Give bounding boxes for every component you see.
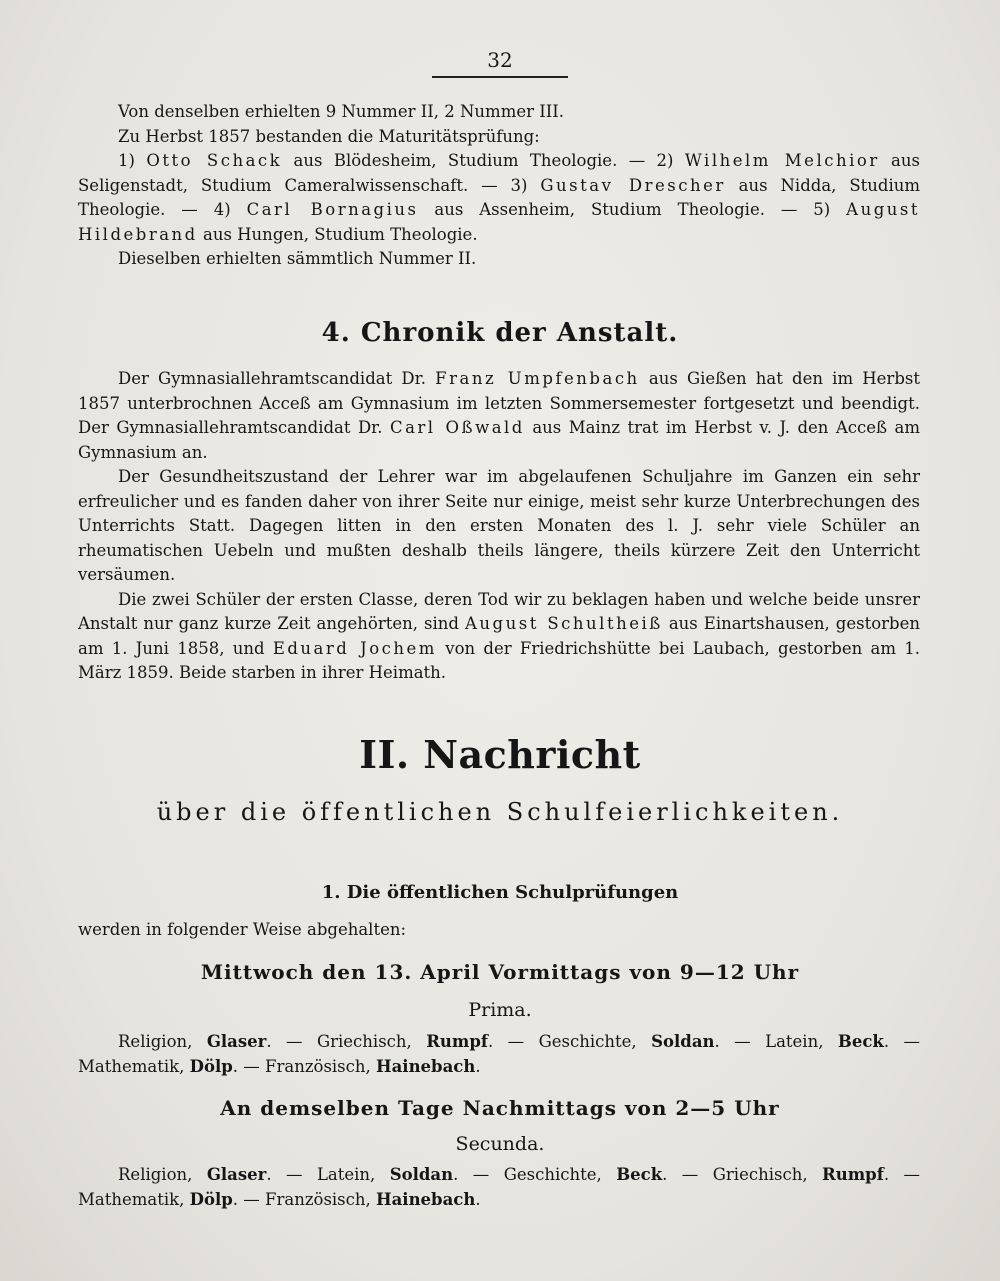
- person-name: Wilhelm Melchior: [684, 151, 880, 170]
- teacher-name: Soldan: [389, 1165, 454, 1184]
- text-run: Der Gymnasiallehramtscandidat Dr.: [118, 369, 436, 388]
- class-secunda-heading: Secunda.: [455, 1133, 545, 1155]
- person-name: August Hildebrand: [78, 200, 920, 244]
- person-name: Gustav Drescher: [540, 175, 726, 195]
- paragraph-maturity-list: [78, 149, 920, 247]
- teacher-name: Dölp: [189, 1189, 233, 1209]
- separator: .: [475, 1189, 481, 1209]
- exam-day-morning: Mittwoch den 13. April Vormittags von 9—12 Uhr: [200, 960, 800, 984]
- subject-list: [78, 1163, 920, 1212]
- paragraph-same-result: Dieselben erhielten sämmtlich Nummer II.: [118, 249, 477, 268]
- separator: . —: [232, 1056, 266, 1076]
- separator: . —: [266, 1032, 317, 1051]
- paragraph-results: Von denselben erhielten 9 Nummer II, 2 Nummer III.: [118, 102, 565, 121]
- separator: . —: [662, 1165, 713, 1184]
- paragraph-maturity-intro: Zu Herbst 1857 bestanden die Maturitätsprüfung:: [118, 126, 540, 146]
- paragraph-deaths: [78, 588, 920, 686]
- exam-intro: werden in folgender Weise abgehalten:: [78, 920, 407, 939]
- subject-name: Französisch,: [265, 1189, 377, 1209]
- paragraph-teachers: [78, 367, 920, 465]
- teacher-name: Hainebach: [376, 1056, 476, 1076]
- subject-name: Latein,: [316, 1165, 390, 1184]
- text-run: aus Mainz trat im Herbst v. J. den Acceß am Gymnasium an.: [78, 418, 920, 462]
- subject-name: Französisch,: [265, 1056, 377, 1076]
- person-name: August Schultheiß: [465, 614, 663, 633]
- teacher-name: Rumpf: [426, 1032, 489, 1051]
- subject-name: Mathematik,: [78, 1056, 190, 1076]
- person-name: Carl Bornagius: [246, 200, 419, 219]
- exam-results-block: [78, 100, 920, 272]
- paragraph-health: Der Gesundheitszustand der Lehrer war im abgelaufenen Schuljahre im Ganzen ein sehr erfreulicher und es fanden daher von ihrer Seite nur einige, meist sehr kurze Unterbrechungen des Unterrichts Statt. Dagegen litten in den ersten Monaten des l. J. sehr viele Schüler an rheumatischen Uebeln und mußten deshalb theils längere, theils kürzere Zeit den Unterricht versäumen.: [78, 467, 920, 584]
- separator: . —: [714, 1032, 766, 1051]
- text-run: aus Nidda, Studium Theologie. — 4): [78, 175, 920, 219]
- text-run: aus Assenheim, Studium Theologie. — 5): [418, 200, 847, 219]
- section-subheading: über die öffentlichen Schulfeierlichkeiten.: [156, 798, 844, 826]
- page-number: 32: [487, 48, 513, 72]
- text-run: Die zwei Schüler der ersten Classe, deren Tod wir zu beklagen haben und welche beide unsrer Anstalt nur ganz kurze Zeit angehörten, sind: [78, 589, 920, 633]
- chronik-block: [78, 367, 920, 686]
- text-run: aus Blödesheim, Studium Theologie. — 2): [282, 151, 685, 170]
- subject-name: Mathematik,: [78, 1189, 190, 1209]
- text-run: aus Hungen, Studium Theologie.: [197, 224, 478, 244]
- exam-day-afternoon: An demselben Tage Nachmittags von 2—5 Uhr: [220, 1096, 780, 1120]
- teacher-name: Glaser: [206, 1165, 267, 1184]
- separator: . —: [453, 1165, 504, 1184]
- separator: . —: [883, 1165, 920, 1184]
- page-number-rule: [432, 76, 568, 78]
- person-name: Otto Schack: [146, 151, 283, 170]
- section-heading: II. Nachricht: [359, 732, 641, 777]
- teacher-name: Dölp: [189, 1056, 233, 1076]
- text-run: aus Einartshausen, gestorben am 1. Juni 1858, und: [78, 614, 920, 658]
- prima-subjects: [78, 1030, 920, 1079]
- text-run: von der Friedrichshütte bei Laubach, gestorben am 1. März 1859. Beide starben in ihrer Heimath.: [78, 638, 920, 682]
- teacher-name: Beck: [837, 1032, 884, 1051]
- subject-name: Geschichte,: [503, 1165, 617, 1184]
- text-run: aus Seligenstadt, Studium Cameralwissenschaft. — 3): [78, 151, 920, 195]
- subject-name: Latein,: [765, 1032, 838, 1051]
- secunda-subjects: [78, 1163, 920, 1212]
- teacher-name: Glaser: [206, 1032, 267, 1051]
- teacher-name: Beck: [616, 1165, 663, 1184]
- subject-name: Griechisch,: [316, 1032, 427, 1051]
- subject-name: Griechisch,: [712, 1165, 822, 1184]
- chronik-heading: 4. Chronik der Anstalt.: [321, 318, 679, 348]
- class-prima-heading: Prima.: [468, 999, 532, 1021]
- subject-name: Religion,: [118, 1165, 207, 1184]
- separator: . —: [883, 1032, 920, 1051]
- separator: . —: [266, 1165, 317, 1184]
- subject-list: [78, 1030, 920, 1079]
- text-run: aus Gießen hat den im Herbst 1857 unterbrochnen Acceß am Gymnasium im letzten Sommersemester fortgesetzt und beendigt. Der Gymnasiallehramtscandidat Dr.: [78, 369, 920, 437]
- text-run: 1): [118, 151, 147, 170]
- subsection-heading: 1. Die öffentlichen Schulprüfungen: [321, 882, 679, 903]
- separator: .: [475, 1056, 481, 1076]
- separator: . —: [232, 1189, 266, 1209]
- subject-name: Religion,: [118, 1032, 207, 1051]
- subject-name: Geschichte,: [538, 1032, 652, 1051]
- person-name: Carl Oßwald: [389, 418, 525, 437]
- person-name: Eduard Jochem: [272, 638, 437, 658]
- teacher-name: Soldan: [651, 1032, 715, 1051]
- separator: . —: [488, 1032, 539, 1051]
- teacher-name: Rumpf: [822, 1165, 884, 1184]
- person-name: Franz Umpfenbach: [435, 369, 640, 388]
- teacher-name: Hainebach: [376, 1189, 476, 1209]
